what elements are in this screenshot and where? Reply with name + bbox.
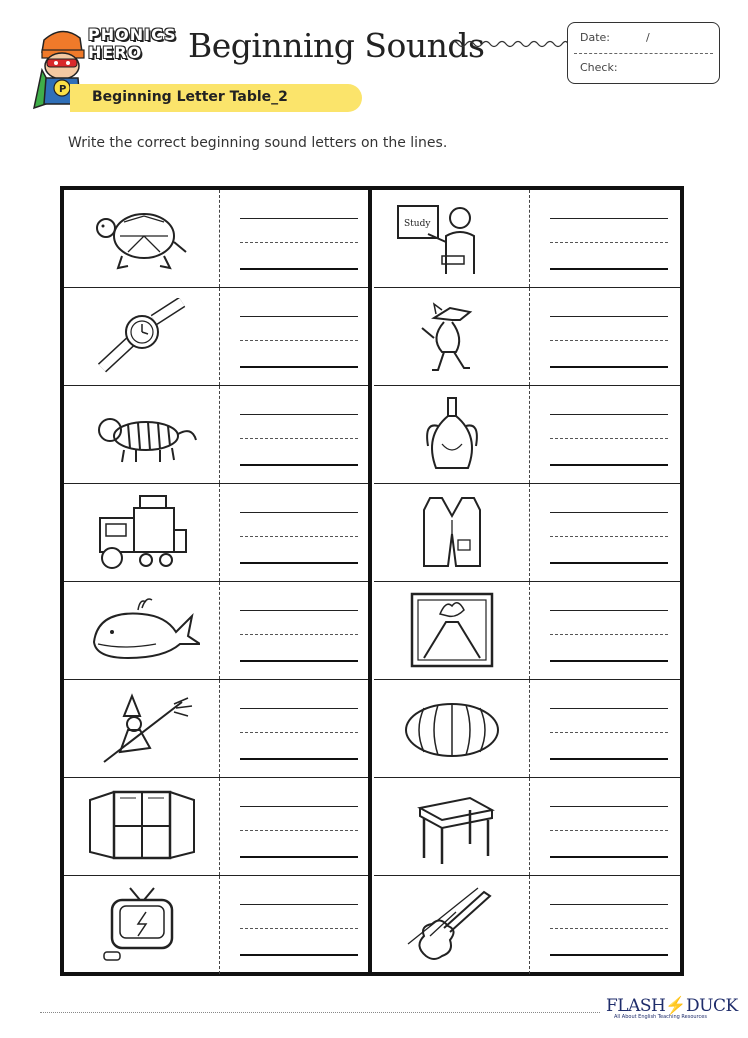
writing-line-mid	[240, 732, 358, 733]
turtle-icon	[84, 200, 200, 276]
picture-cell	[64, 386, 220, 483]
writing-line-top	[550, 904, 668, 905]
writing-lines[interactable]	[240, 386, 358, 483]
tiger-icon	[84, 396, 200, 472]
date-divider	[574, 53, 713, 54]
left-row-1	[64, 190, 370, 288]
right-row-8	[374, 876, 680, 974]
writing-line-base	[240, 758, 358, 760]
flashduck-tagline: All About English Teaching Resources	[614, 1014, 707, 1020]
witch-icon	[84, 690, 200, 766]
picture-cell	[64, 582, 220, 679]
writing-line-top	[550, 806, 668, 807]
writing-line-base	[550, 464, 668, 466]
date-check-box	[567, 22, 720, 84]
left-row-5	[64, 582, 370, 680]
writing-line-top	[550, 414, 668, 415]
writing-line-top	[240, 610, 358, 611]
writing-line-top	[240, 316, 358, 317]
picture-cell	[374, 680, 530, 777]
writing-lines[interactable]	[240, 582, 358, 679]
writing-line-top	[240, 708, 358, 709]
writing-lines[interactable]	[240, 484, 358, 581]
writing-lines[interactable]	[240, 680, 358, 777]
writing-lines[interactable]	[240, 288, 358, 385]
writing-line-top	[240, 414, 358, 415]
picture-cell	[374, 484, 530, 581]
writing-line-top	[550, 610, 668, 611]
watch-icon	[84, 298, 200, 374]
writing-line-mid	[240, 340, 358, 341]
left-row-8	[64, 876, 370, 974]
right-row-5	[374, 582, 680, 680]
writing-line-base	[240, 366, 358, 368]
writing-lines[interactable]	[550, 582, 668, 679]
writing-line-mid	[550, 928, 668, 929]
writing-lines[interactable]	[550, 484, 668, 581]
date-label: Date:	[580, 31, 610, 44]
writing-line-mid	[550, 536, 668, 537]
right-row-4	[374, 484, 680, 582]
writing-line-top	[550, 316, 668, 317]
writing-lines[interactable]	[240, 190, 358, 287]
svg-text:P: P	[59, 84, 67, 95]
writing-line-base	[550, 660, 668, 662]
picture-cell	[374, 876, 530, 974]
writing-line-mid	[240, 242, 358, 243]
picture-cell	[64, 484, 220, 581]
teacher-icon	[394, 200, 510, 276]
picture-cell	[64, 876, 220, 974]
writing-line-top	[550, 218, 668, 219]
writing-line-mid	[240, 634, 358, 635]
phonics-hero-wordmark: PHONICS HERO	[88, 25, 177, 62]
violin-icon	[394, 886, 510, 962]
table-icon	[394, 788, 510, 864]
left-row-2	[64, 288, 370, 386]
writing-lines[interactable]	[550, 680, 668, 777]
lightning-icon: ⚡	[665, 996, 687, 1016]
writing-line-top	[240, 904, 358, 905]
left-row-3	[64, 386, 370, 484]
writing-line-base	[240, 268, 358, 270]
writing-line-base	[550, 856, 668, 858]
date-separator: /	[646, 31, 650, 44]
writing-line-mid	[550, 830, 668, 831]
writing-line-mid	[550, 634, 668, 635]
instruction-text: Write the correct beginning sound letters on the lines.	[68, 135, 448, 151]
right-row-7	[374, 778, 680, 876]
check-label: Check:	[580, 61, 618, 74]
right-row-6	[374, 680, 680, 778]
left-row-7	[64, 778, 370, 876]
writing-line-top	[240, 806, 358, 807]
writing-line-top	[550, 512, 668, 513]
television-icon	[84, 886, 200, 962]
writing-line-base	[550, 562, 668, 564]
writing-line-top	[240, 512, 358, 513]
writing-lines[interactable]	[550, 778, 668, 875]
writing-lines[interactable]	[550, 876, 668, 974]
train-icon	[84, 494, 200, 570]
column-divider	[368, 186, 372, 976]
answer-table	[60, 186, 684, 976]
writing-line-mid	[240, 928, 358, 929]
writing-lines[interactable]	[550, 288, 668, 385]
volcano-icon	[394, 592, 510, 668]
writing-line-mid	[550, 732, 668, 733]
left-row-4	[64, 484, 370, 582]
worksheet-subtitle: Beginning Letter Table_2	[92, 89, 288, 105]
writing-line-mid	[550, 438, 668, 439]
writing-line-base	[550, 268, 668, 270]
writing-line-mid	[240, 536, 358, 537]
whale-icon	[84, 592, 200, 668]
writing-line-mid	[240, 438, 358, 439]
writing-line-base	[550, 954, 668, 956]
page-title: Beginning Sounds	[188, 26, 485, 65]
writing-line-top	[240, 218, 358, 219]
writing-line-base	[240, 464, 358, 466]
writing-lines[interactable]	[240, 778, 358, 875]
writing-line-mid	[240, 830, 358, 831]
picture-cell	[374, 288, 530, 385]
teacher-board-text: Study	[404, 219, 431, 229]
writing-lines[interactable]	[550, 190, 668, 287]
writing-line-mid	[550, 242, 668, 243]
flashduck-logo: FLASH⚡DUCK	[606, 996, 738, 1016]
writing-line-base	[240, 856, 358, 858]
writing-lines[interactable]	[240, 876, 358, 974]
right-row-2	[374, 288, 680, 386]
footer-rule	[40, 1012, 600, 1013]
picture-cell	[64, 190, 220, 287]
writing-line-base	[240, 660, 358, 662]
writing-line-base	[550, 366, 668, 368]
writing-line-base	[550, 758, 668, 760]
window-icon	[84, 788, 200, 864]
vase-icon	[394, 396, 510, 472]
left-row-6	[64, 680, 370, 778]
picture-cell	[374, 778, 530, 875]
wolf-icon	[394, 298, 510, 374]
writing-line-mid	[550, 340, 668, 341]
right-row-1	[374, 190, 680, 288]
watermelon-icon	[394, 690, 510, 766]
picture-cell	[64, 680, 220, 777]
picture-cell	[64, 778, 220, 875]
picture-cell	[374, 386, 530, 483]
writing-line-top	[550, 708, 668, 709]
picture-cell	[374, 582, 530, 679]
picture-cell	[64, 288, 220, 385]
writing-line-base	[240, 954, 358, 956]
writing-lines[interactable]	[550, 386, 668, 483]
writing-line-base	[240, 562, 358, 564]
right-row-3	[374, 386, 680, 484]
wavy-line-decoration	[450, 38, 568, 50]
vest-icon	[394, 494, 510, 570]
picture-cell	[374, 190, 530, 287]
